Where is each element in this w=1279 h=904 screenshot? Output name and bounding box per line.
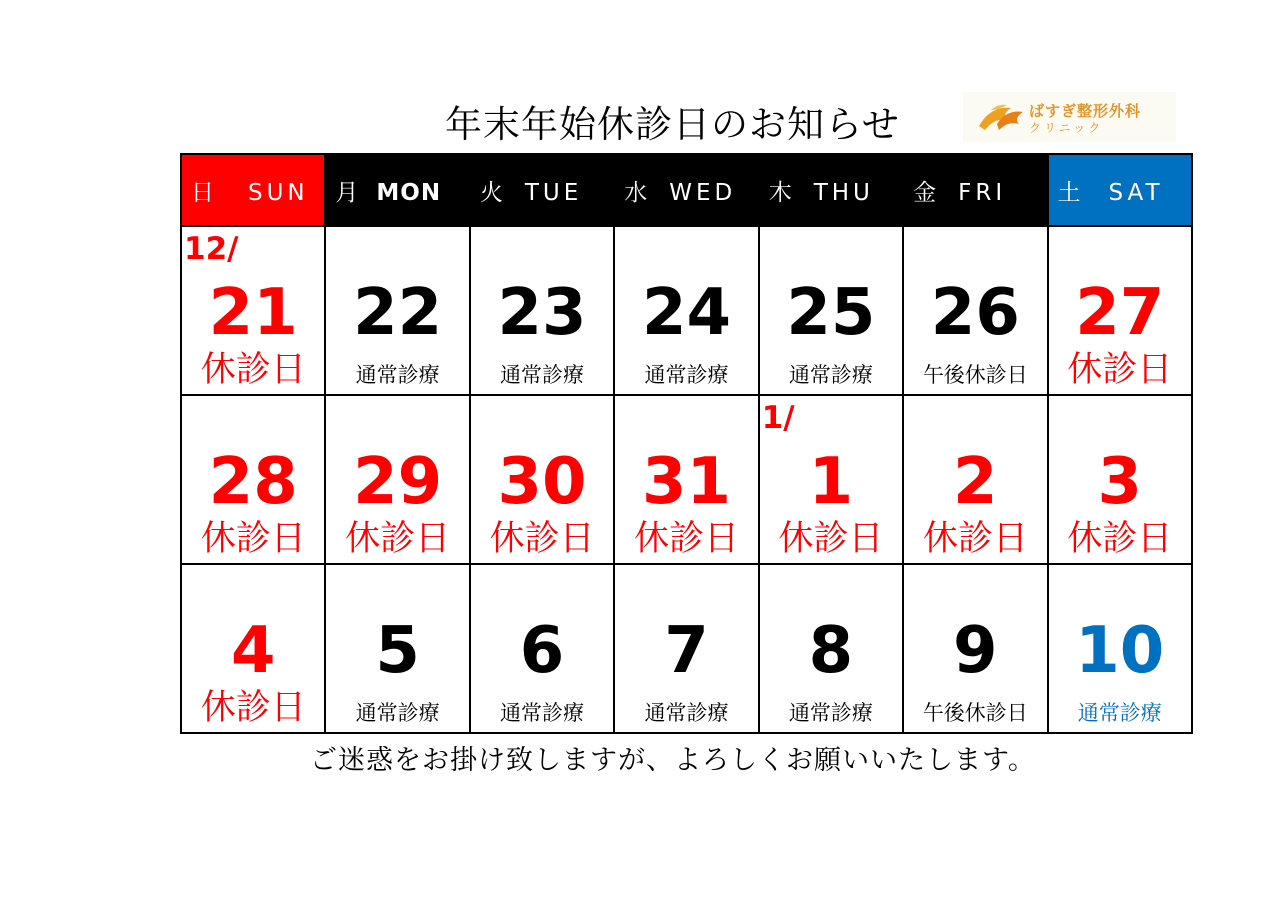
week-row (181, 564, 1192, 733)
header-friday (903, 154, 1047, 226)
day-cell (759, 395, 903, 564)
day-number: 29 (353, 445, 443, 519)
day-status: 通常診療 (355, 363, 440, 387)
day-status: 休診日 (345, 519, 451, 559)
calendar-body (181, 226, 1192, 733)
header-kanji: 月 (335, 179, 359, 206)
header-wednesday (614, 154, 758, 226)
day-status: 通常診療 (644, 363, 729, 387)
day-cell (325, 395, 469, 564)
day-cell (181, 395, 325, 564)
header-kanji: 火 (479, 179, 503, 206)
apology-note: ご迷惑をお掛け致しますが、よろしくお願いいたします。 (310, 745, 1036, 776)
day-status: 休診日 (1067, 350, 1173, 390)
day-status: 休診日 (200, 688, 306, 728)
day-status: 通常診療 (355, 701, 440, 725)
week-row (181, 395, 1192, 564)
day-status: 通常診療 (788, 701, 873, 725)
month-marker: 1/ (761, 400, 795, 436)
day-status: 午後休診日 (922, 701, 1028, 725)
day-number: 5 (375, 614, 420, 688)
header-english: TUE (524, 179, 583, 206)
day-cell (325, 226, 469, 395)
day-number: 6 (519, 614, 565, 688)
day-status: 通常診療 (500, 701, 585, 725)
day-number: 1 (808, 445, 854, 519)
day-status: 休診日 (633, 519, 739, 559)
day-status: 休診日 (1067, 519, 1173, 559)
header-kanji: 日 (191, 179, 214, 206)
day-status: 通常診療 (500, 363, 585, 387)
day-number: 22 (353, 276, 443, 350)
header-kanji: 木 (768, 179, 792, 206)
day-number: 27 (1075, 276, 1165, 350)
day-status: 休診日 (778, 519, 884, 559)
leaf-logo-icon (977, 102, 1025, 132)
clinic-name: ばすぎ整形外科 (1029, 102, 1142, 120)
header-english: SAT (1108, 179, 1164, 206)
header-kanji: 水 (624, 179, 648, 206)
header-thursday (759, 154, 903, 226)
month-marker: 12/ (184, 231, 239, 267)
day-cell (470, 226, 614, 395)
day-number: 3 (1097, 445, 1143, 519)
day-cell (1048, 226, 1192, 395)
header-sunday (181, 154, 325, 226)
header-english: FRI (958, 179, 1007, 206)
day-number: 8 (808, 614, 854, 688)
day-status: 休診日 (922, 519, 1028, 559)
header-monday (325, 154, 469, 226)
day-status: 休診日 (200, 350, 306, 390)
day-cell (181, 564, 325, 733)
day-cell (759, 564, 903, 733)
day-cell (903, 564, 1047, 733)
day-number: 4 (230, 614, 276, 688)
day-number: 10 (1075, 614, 1165, 688)
day-number: 2 (953, 445, 998, 519)
day-cell (470, 564, 614, 733)
day-cell (614, 226, 758, 395)
header-kanji: 金 (913, 179, 937, 206)
day-cell (614, 564, 758, 733)
day-cell (614, 395, 758, 564)
day-cell (1048, 564, 1192, 733)
header-saturday (1048, 154, 1192, 226)
clinic-logo (963, 92, 1176, 142)
day-number: 28 (208, 445, 298, 519)
day-cell (470, 395, 614, 564)
day-cell (903, 226, 1047, 395)
day-cell (903, 395, 1047, 564)
header-english: MON (376, 179, 442, 206)
page-title: 年末年始休診日のお知らせ (445, 103, 900, 146)
header-english: WED (669, 179, 737, 206)
day-number: 26 (930, 276, 1020, 350)
week-row (181, 226, 1192, 395)
day-status: 午後休診日 (922, 363, 1028, 387)
day-status: 休診日 (200, 519, 306, 559)
day-number: 7 (664, 614, 709, 688)
day-number: 25 (786, 276, 876, 350)
clinic-subtitle: クリニック (1029, 121, 1104, 135)
day-cell (759, 226, 903, 395)
day-number: 9 (953, 614, 998, 688)
header-kanji: 土 (1057, 179, 1081, 206)
day-number: 21 (208, 276, 298, 350)
day-cell (181, 226, 325, 395)
day-number: 24 (641, 276, 731, 350)
header-english: THU (813, 179, 874, 206)
day-cell (325, 564, 469, 733)
day-number: 23 (497, 276, 587, 350)
day-number: 31 (641, 445, 731, 519)
day-cell (1048, 395, 1192, 564)
calendar-table (180, 153, 1193, 734)
weekday-header-row (181, 154, 1192, 226)
day-number: 30 (497, 445, 587, 519)
header-tuesday (470, 154, 614, 226)
day-status: 休診日 (489, 519, 595, 559)
header-english: SUN (248, 179, 309, 206)
day-status: 通常診療 (1077, 701, 1162, 725)
day-status: 通常診療 (644, 701, 729, 725)
day-status: 通常診療 (788, 363, 873, 387)
